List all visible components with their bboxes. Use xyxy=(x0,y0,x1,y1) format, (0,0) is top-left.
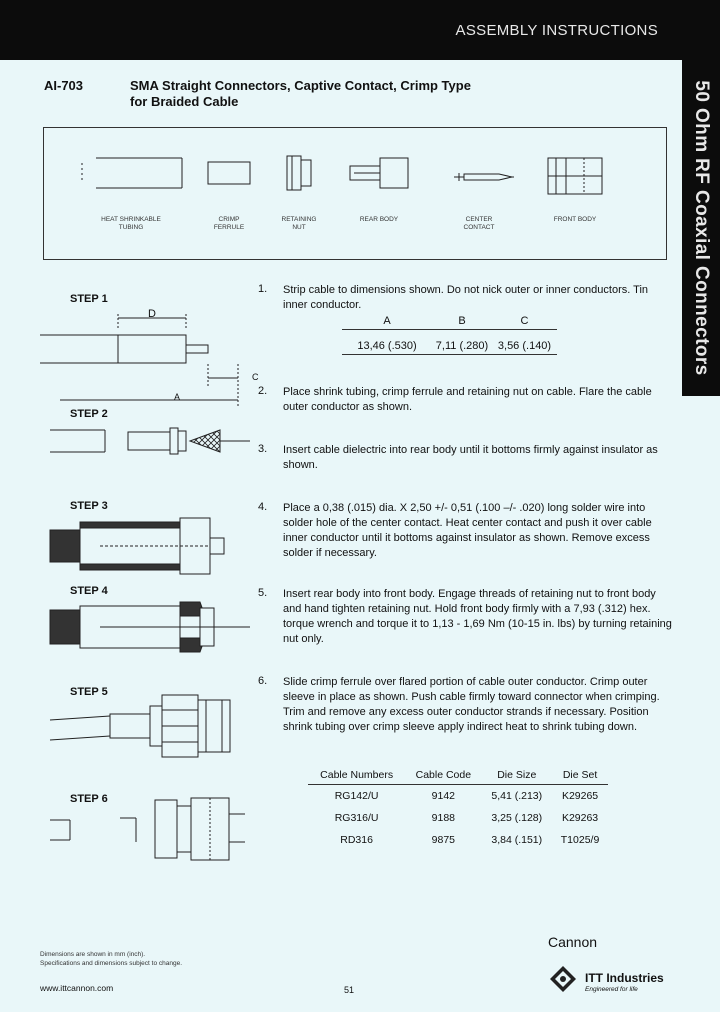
step3-drawing xyxy=(50,518,224,574)
step6-label: STEP 6 xyxy=(70,793,108,805)
side-title: 50 Ohm RF Coaxial Connectors xyxy=(691,80,712,376)
side-tab xyxy=(682,60,720,396)
center-contact-icon xyxy=(454,173,514,181)
dim-label-d: D xyxy=(148,308,156,320)
dimension-value-row xyxy=(342,330,557,355)
header-bar xyxy=(0,0,720,60)
part-label-ferrule: CRIMP FERRULE xyxy=(213,216,245,231)
step6-text: Slide crimp ferrule over flared portion of cable outer conductor. Crimp outer sleeve in place as shown. Push cable firmly toward connector when crimping. Trim and remove any excess outer conductor strands if necessary. Position shrink tubing over crimp sleeve apply indirect heat to shrink tubing down. xyxy=(283,676,660,733)
part-label-contact: CENTER CONTACT xyxy=(463,216,495,231)
header-title: ASSEMBLY INSTRUCTIONS xyxy=(455,22,658,39)
cable-table-header xyxy=(308,766,608,785)
itt-logo-icon xyxy=(548,964,578,994)
front-body-icon xyxy=(548,158,602,194)
step6-number: 6. xyxy=(258,675,268,687)
dim-label-c: C xyxy=(252,372,259,382)
table-cell: K29263 xyxy=(561,812,599,824)
shrink-tubing-icon xyxy=(82,158,182,188)
cable-table-col-header: Die Size xyxy=(481,766,552,785)
cable-table-col-header: Die Set xyxy=(552,766,608,785)
table-row xyxy=(308,785,608,808)
part-label-tubing: HEAT SHRINKABLE TUBING xyxy=(101,216,161,231)
rear-body-icon xyxy=(350,158,408,188)
part-label-front-body: FRONT BODY xyxy=(553,216,597,223)
crimp-ferrule-icon xyxy=(208,162,250,184)
step1-label: STEP 1 xyxy=(70,293,108,305)
cable-table-col-header: Cable Code xyxy=(405,766,481,785)
table-cell: RG316/U xyxy=(334,812,379,824)
table-row xyxy=(308,829,608,851)
doc-title-line1: SMA Straight Connectors, Captive Contact, Crimp Type xyxy=(130,78,471,93)
dimension-value: 13,46 (.530) xyxy=(357,340,417,352)
step4-text: Place a 0,38 (.015) dia. X 2,50 +/- 0,51 (.100 –/- .020) long solder wire into solder hole of the center contact. Heat center contact and push it over cable inner conductor until it bottoms against insulator as shown. Remove excess solder if necessary. xyxy=(283,502,652,559)
table-cell: T1025/9 xyxy=(560,834,600,846)
part-label-nut: RETAINING NUT xyxy=(281,216,317,231)
table-cell: RG142/U xyxy=(334,790,379,802)
company-tagline: Engineered for life xyxy=(585,986,638,993)
doc-title-line2: for Braided Cable xyxy=(130,94,239,109)
table-cell: 3,25 (.128) xyxy=(491,812,543,824)
footer-note-line1: Dimensions are shown in mm (inch). xyxy=(40,951,146,958)
doc-number: AI-703 xyxy=(44,78,84,93)
parts-drawing xyxy=(44,128,666,259)
step1-drawing xyxy=(40,314,238,408)
dimension-header: A xyxy=(383,315,391,327)
dimension-header: C xyxy=(520,315,529,327)
step5-label: STEP 5 xyxy=(70,686,108,698)
step2-number: 2. xyxy=(258,385,268,397)
step3-text: Insert cable dielectric into rear body until it bottoms firmly against insulator as shown. xyxy=(283,444,658,471)
part-label-rear-body: REAR BODY xyxy=(359,216,399,223)
table-cell: 5,41 (.213) xyxy=(491,790,543,802)
page-number: 51 xyxy=(344,985,355,995)
dimension-table xyxy=(342,315,557,355)
step3-label: STEP 3 xyxy=(70,500,108,512)
table-cell: 3,84 (.151) xyxy=(491,834,543,846)
step5-number: 5. xyxy=(258,587,268,599)
parts-diagram xyxy=(43,127,667,260)
brand-name: Cannon xyxy=(548,934,598,950)
step2-drawing xyxy=(50,428,250,454)
dim-label-a: A xyxy=(174,392,181,402)
step5-text: Insert rear body into front body. Engage threads of retaining nut to front body and hand tighten retaining nut. Hold front body firmly with a 7,93 (.312) hex. torque wrench and torque it to 1,13 - 1,69 Nm (10-15 in. lbs) by turning retaining nut only. xyxy=(283,588,672,645)
table-cell: 9142 xyxy=(431,790,456,802)
dimension-value: 3,56 (.140) xyxy=(497,340,552,352)
footer-url[interactable]: www.ittcannon.com xyxy=(40,983,114,993)
step4-label: STEP 4 xyxy=(70,585,108,597)
cable-table-col-header: Cable Numbers xyxy=(308,766,405,785)
doc-title xyxy=(130,78,530,110)
step4-number: 4. xyxy=(258,501,268,513)
step6-drawing xyxy=(50,798,245,860)
step5-drawing xyxy=(50,695,230,757)
table-cell: 9875 xyxy=(431,834,456,846)
step4-drawing xyxy=(50,602,250,652)
dimension-header-row xyxy=(342,315,557,330)
table-cell: RD316 xyxy=(340,834,373,846)
step1-number: 1. xyxy=(258,283,268,295)
footer-note-line2: Specifications and dimensions subject to change. xyxy=(40,960,183,967)
table-row xyxy=(308,807,608,829)
step2-label: STEP 2 xyxy=(70,408,108,420)
step-drawings xyxy=(40,290,280,870)
company-name: ITT Industries xyxy=(585,971,664,985)
dimension-value: 7,11 (.280) xyxy=(435,340,489,352)
table-cell: 9188 xyxy=(431,812,456,824)
step2-text: Place shrink tubing, crimp ferrule and retaining nut on cable. Flare the cable outer conductor as shown. xyxy=(283,386,652,413)
footer-note xyxy=(40,950,182,968)
table-cell: K29265 xyxy=(561,790,599,802)
cable-table xyxy=(308,766,608,851)
retaining-nut-icon xyxy=(287,156,311,190)
step3-number: 3. xyxy=(258,443,268,455)
dimension-header: B xyxy=(458,315,466,327)
step1-text: Strip cable to dimensions shown. Do not nick outer or inner conductors. Tin inner conductor. xyxy=(283,284,649,311)
